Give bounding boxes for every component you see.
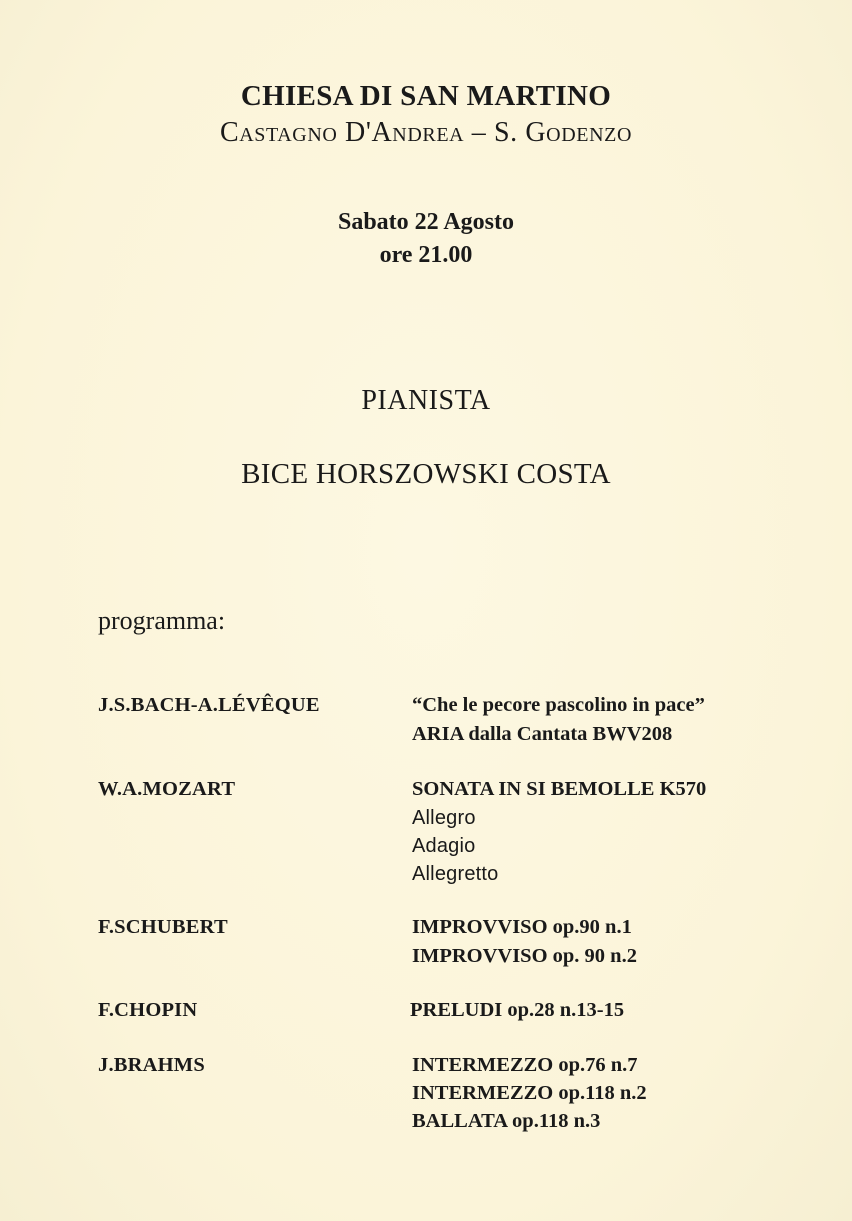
church-location: Castagno D'Andrea – S. Godenzo	[219, 117, 632, 148]
work-title: SONATA IN SI BEMOLLE K570	[412, 778, 707, 800]
work-title: IMPROVVISO op.90 n.1	[412, 916, 632, 938]
work-title: ARIA dalla Cantata BWV208	[412, 723, 673, 745]
composer-chopin: F.CHOPIN	[98, 999, 198, 1021]
composer-schubert: F.SCHUBERT	[98, 916, 228, 938]
movement: Allegretto	[412, 863, 499, 885]
performer-role: PIANISTA	[361, 385, 491, 416]
work-title: INTERMEZZO op.118 n.2	[412, 1082, 647, 1104]
program-heading: programma:	[98, 606, 226, 635]
work-title: INTERMEZZO op.76 n.7	[412, 1054, 638, 1076]
composer-brahms: J.BRAHMS	[98, 1054, 205, 1076]
performer-name: BICE HORSZOWSKI COSTA	[241, 458, 611, 490]
work-title: “Che le pecore pascolino in pace”	[412, 694, 705, 716]
work-title: BALLATA op.118 n.3	[412, 1110, 601, 1132]
composer-bach: J.S.BACH-A.LÉVÊQUE	[98, 694, 320, 716]
work-title: PRELUDI op.28 n.13-15	[410, 999, 625, 1021]
event-time: ore 21.00	[379, 242, 473, 268]
event-date: Sabato 22 Agosto	[337, 209, 515, 235]
movement: Allegro	[412, 807, 476, 829]
work-title: IMPROVVISO op. 90 n.2	[412, 945, 637, 967]
movement: Adagio	[412, 835, 476, 857]
composer-mozart: W.A.MOZART	[98, 778, 236, 800]
church-title: CHIESA DI SAN MARTINO	[240, 80, 612, 112]
